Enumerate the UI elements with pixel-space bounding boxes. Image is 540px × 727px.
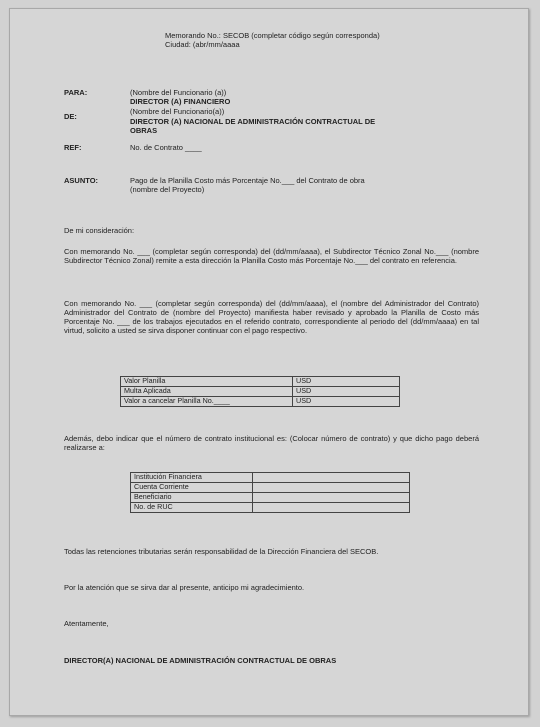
table-cell: Cuenta Corriente [131, 483, 253, 493]
table-row [131, 493, 410, 503]
table-cell: Beneficiario [131, 493, 253, 503]
ref-value: No. de Contrato ____ [130, 143, 202, 152]
paragraph-4: Todas las retenciones tributarias serán responsabilidad de la Dirección Financiera del SECOB. [64, 547, 379, 556]
signature-title: DIRECTOR(A) NACIONAL DE ADMINISTRACIÓN CONTRACTUAL DE OBRAS [64, 656, 337, 665]
table-row [131, 483, 410, 493]
para-title: DIRECTOR (A) FINANCIERO [130, 97, 231, 106]
table-row [121, 377, 400, 387]
de-name: (Nombre del Funcionario(a)) [130, 107, 225, 116]
table-cell [253, 503, 410, 513]
document-page [9, 8, 529, 716]
closing: Atentamente, [64, 619, 109, 628]
bank-table [130, 472, 410, 513]
paragraph-5: Por la atención que se sirva dar al presente, anticipo mi agradecimiento. [64, 583, 305, 592]
table-cell: USD [293, 397, 400, 407]
asunto-line-2: (nombre del Proyecto) [130, 185, 205, 194]
de-title-line-2: OBRAS [130, 126, 158, 135]
table-cell: No. de RUC [131, 503, 253, 513]
paragraph-1: Con memorando No. ___ (completar según corresponda) del (dd/mm/aaaa), el Subdirector Técnico Zonal No.___ (nombre Subdirector Técnico Zonal) remite a esta dirección la Planilla Costo más Porcentaje No.___ del contrato en referencia. [64, 247, 479, 265]
table-cell: Multa Aplicada [121, 387, 293, 397]
table-row [131, 473, 410, 483]
table-cell [253, 483, 410, 493]
ref-label: REF: [64, 143, 82, 152]
asunto-line-1: Pago de la Planilla Costo más Porcentaje No.___ del Contrato de obra [130, 176, 365, 185]
table-row [131, 503, 410, 513]
de-title-line-1: DIRECTOR (A) NACIONAL DE ADMINISTRACIÓN CONTRACTUAL DE [130, 117, 376, 126]
paragraph-2: Con memorando No. ___ (completar según corresponda) del (dd/mm/aaaa), el (nombre del Administrador del Contrato) Administrador del Contrato de (nombre del Proyecto) manifiesta haber revisado y aprobado la Planilla de Costo más Porcentaje No. ___ de los trabajos ejecutados en el referido contrato, correspondiente al periodo del (dd/mm/aaaa) en tal virtud, solicito a usted se sirva disponer continuar con el pago respectivo. [64, 299, 479, 335]
table-cell: USD [293, 377, 400, 387]
table-cell [253, 493, 410, 503]
para-label: PARA: [64, 88, 88, 97]
table-cell: Valor a cancelar Planilla No.____ [121, 397, 293, 407]
table-cell: Institución Financiera [131, 473, 253, 483]
greeting: De mi consideración: [64, 226, 135, 235]
de-label: DE: [64, 112, 77, 121]
table-cell [253, 473, 410, 483]
table-cell: USD [293, 387, 400, 397]
city-date-line: Ciudad: (abr/mm/aaaa [165, 40, 240, 49]
table-row [121, 387, 400, 397]
paragraph-3: Además, debo indicar que el número de contrato institucional es: (Colocar número de contrato) y que dicho pago deberá realizarse a: [64, 434, 479, 452]
table-cell: Valor Planilla [121, 377, 293, 387]
payment-table [120, 376, 400, 407]
asunto-label: ASUNTO: [64, 176, 99, 185]
table-row [121, 397, 400, 407]
memo-number-line: Memorando No.: SECOB (completar código según corresponda) [165, 31, 380, 40]
para-name: (Nombre del Funcionario (a)) [130, 88, 227, 97]
